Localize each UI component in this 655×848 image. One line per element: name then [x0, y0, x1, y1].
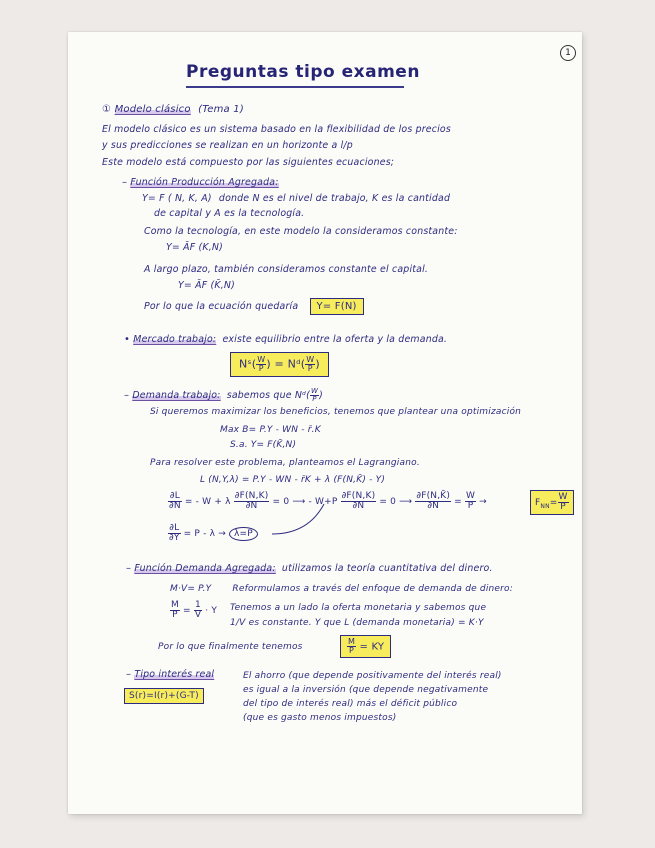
frac-num: ∂F(N,K) — [234, 491, 269, 501]
da-eq2 — [170, 601, 217, 620]
demanda-frac — [310, 388, 319, 403]
frac-den: V — [194, 610, 202, 620]
bullet-dash: – — [122, 177, 128, 188]
d1-rhs: = - W + λ — [184, 497, 231, 507]
frac-num: ∂F(N,K̄) — [416, 491, 451, 501]
frac-num: W — [558, 492, 568, 502]
d1-zero: = 0 — [272, 497, 290, 507]
frac-num: ∂L — [169, 491, 180, 501]
fnn-f: F — [535, 498, 541, 508]
da-eq2-rhs — [194, 601, 202, 620]
d1-step-frac — [341, 492, 377, 511]
demanda-agregada-heading: Función Demanda Agregada: — [134, 563, 276, 574]
interes-line-3: del tipo de interés real) más el déficit público — [243, 699, 458, 709]
mercado-close: ) — [315, 357, 320, 371]
produccion-eq3: Y= ĀF (K̄,N) — [178, 280, 236, 291]
produccion-eq2: Y= ĀF (K,N) — [166, 242, 224, 253]
produccion-capital-line: A largo plazo, también consideramos constante el capital. — [144, 264, 429, 275]
modelo-line-2: y sus predicciones se realizan en un horizonte a l/p — [102, 140, 353, 151]
frac-den: ∂N — [352, 501, 365, 511]
frac-den: ∂N — [245, 501, 258, 511]
modelo-line-3: Este modelo está compuesto por las siguientes ecuaciones; — [102, 157, 395, 168]
produccion-boxed-eq: Y= F(N) — [310, 298, 364, 315]
funcion-produccion-block — [122, 177, 279, 188]
mercado-trabajo-line — [124, 334, 447, 345]
bullet-dash: – — [124, 390, 130, 401]
frac-num: M — [171, 600, 179, 610]
arrow-icon: ⟶ — [292, 497, 306, 507]
frac-den: ∂N — [427, 501, 440, 511]
notebook-page — [68, 32, 582, 814]
mercado-frac-2 — [305, 356, 315, 373]
page-title: Preguntas tipo examen — [186, 62, 420, 82]
d1-step-zero: = 0 — [379, 497, 397, 507]
produccion-eq1: Y= F ( N, K, A) — [142, 193, 212, 204]
interes-line-4: (que es gasto menos impuestos) — [243, 713, 397, 723]
da-boxed-frac — [347, 638, 356, 655]
demanda-line-2: Para resolver este problema, planteamos el Lagrangiano. — [150, 458, 420, 468]
d1-lhs — [168, 492, 182, 511]
da-boxed-rest: = KY — [359, 641, 385, 653]
frac-num: 1 — [195, 600, 201, 610]
produccion-final-line — [144, 301, 364, 312]
frac-num: W — [465, 491, 476, 501]
frac-num: M — [348, 637, 356, 646]
frac-num: ∂L — [169, 523, 180, 533]
page-number: 1 — [560, 45, 576, 61]
d1-frac — [234, 492, 270, 511]
tema-label: (Tema 1) — [198, 104, 244, 115]
bullet-dash: – — [126, 669, 132, 680]
mercado-boxed-eq — [230, 352, 329, 377]
da-boxed-eq — [340, 635, 391, 658]
title-underline — [186, 86, 404, 88]
da-eq2-text: Tenemos a un lado la oferta monetaria y sabemos que — [230, 603, 487, 613]
interes-line-2: es igual a la inversión (que depende negativamente — [243, 685, 489, 695]
demanda-sa-line: S.a. Y= F(K̄,N) — [230, 440, 297, 450]
frac-den: P — [312, 395, 317, 403]
da-eq2-mid: = — [183, 606, 191, 616]
frac-den: ∂Y — [169, 533, 180, 543]
frac-num: W — [306, 355, 315, 364]
produccion-final-text: Por lo que la ecuación quedaría — [144, 301, 299, 312]
da-eq2-text2: 1/V es constante. Y que L (demanda monetaria) = K·Y — [230, 618, 484, 628]
d1-step: - W+P — [308, 497, 338, 507]
da-eq1: M·V= P.Y — [170, 584, 212, 594]
mercado-frac-1 — [256, 356, 266, 373]
frac-num: ∂F(N,K) — [341, 491, 376, 501]
d2-rhs: = P - λ — [183, 529, 216, 539]
bullet-dot: • — [124, 334, 131, 345]
modelo-clasico-heading: Modelo clásico — [114, 104, 191, 115]
fnn-sub: NN — [540, 502, 550, 510]
tipo-interes-heading: Tipo interés real — [134, 669, 215, 680]
connector-curve — [268, 500, 328, 540]
section-number: ① — [102, 104, 112, 115]
demanda-trabajo-line — [124, 388, 323, 403]
funcion-produccion-heading: Función Producción Agregada: — [130, 177, 279, 188]
d2-lhs — [168, 524, 181, 543]
demanda-line-1: Si queremos maximizar los beneficios, tenemos que plantear una optimización — [150, 407, 522, 417]
frac-num: W — [257, 355, 266, 364]
demanda-close: ) — [319, 390, 323, 401]
produccion-tech-line: Como la tecnología, en este modelo la consideramos constante: — [144, 226, 458, 237]
frac-den: P — [560, 502, 566, 512]
da-eq2-end: · Y — [205, 606, 218, 616]
arrow-icon: → — [218, 529, 226, 539]
produccion-eq1-text2: de capital y A es la tecnología. — [154, 208, 305, 219]
da-eq2-lhs — [170, 601, 180, 620]
mercado-ns: Nˢ( — [239, 357, 257, 371]
mercado-trabajo-text: existe equilibrio entre la oferta y la demanda. — [222, 334, 448, 345]
demanda-trabajo-text: sabemos que Nᵈ( — [226, 390, 310, 401]
frac-den: P — [258, 364, 264, 373]
d2-circle: λ=P — [229, 527, 258, 541]
arrow-icon: ⟶ — [399, 497, 413, 507]
fnn-frac — [558, 493, 569, 512]
section-modelo-heading — [102, 104, 244, 115]
d1-final-frac — [415, 492, 451, 511]
da-final-text: Por lo que finalmente tenemos — [158, 642, 303, 652]
da-final-line — [158, 642, 303, 652]
d1-final-eq: = — [454, 497, 462, 507]
produccion-eq1-text: donde N es el nivel de trabajo, K es la cantidad — [218, 193, 451, 204]
interes-boxed-eq: S(r)=I(r)+(G-T) — [124, 688, 204, 704]
demanda-max-line: Max B= P.Y - WN - r̄.K — [220, 425, 321, 435]
da-eq1-text: Reformulamos a través del enfoque de demanda de dinero: — [232, 584, 513, 594]
lagrangian-eq: L (N,Y,λ) = P.Y - WN - r̄K + λ (F(N,K̄) - Y) — [200, 475, 386, 485]
interes-line-1: El ahorro (que depende positivamente del interés real) — [243, 671, 502, 681]
da-eq1-line — [170, 584, 513, 594]
demanda-agregada-line — [126, 563, 493, 574]
fnn-eq: = — [549, 498, 558, 508]
fnn-boxed-eq — [530, 490, 574, 515]
demanda-agregada-text: utilizamos la teoría cuantitativa del dinero. — [281, 563, 493, 574]
frac-den: P — [349, 646, 355, 655]
demanda-trabajo-heading: Demanda trabajo: — [132, 390, 221, 401]
mercado-trabajo-heading: Mercado trabajo: — [133, 334, 217, 345]
modelo-line-1: El modelo clásico es un sistema basado en la flexibilidad de los precios — [102, 124, 451, 135]
d1-final-wp — [465, 492, 476, 511]
derivative-row-2 — [168, 524, 258, 543]
frac-den: P — [172, 610, 178, 620]
arrow-icon: → — [479, 497, 487, 507]
tipo-interes-line — [126, 669, 214, 680]
mercado-nd: ) = Nᵈ( — [266, 357, 306, 371]
frac-den: P — [307, 364, 313, 373]
frac-den: ∂N — [169, 501, 181, 511]
frac-num: W — [310, 387, 319, 395]
frac-den: P — [467, 501, 474, 511]
bullet-dash: – — [126, 563, 132, 574]
produccion-eq1-line — [142, 193, 450, 204]
